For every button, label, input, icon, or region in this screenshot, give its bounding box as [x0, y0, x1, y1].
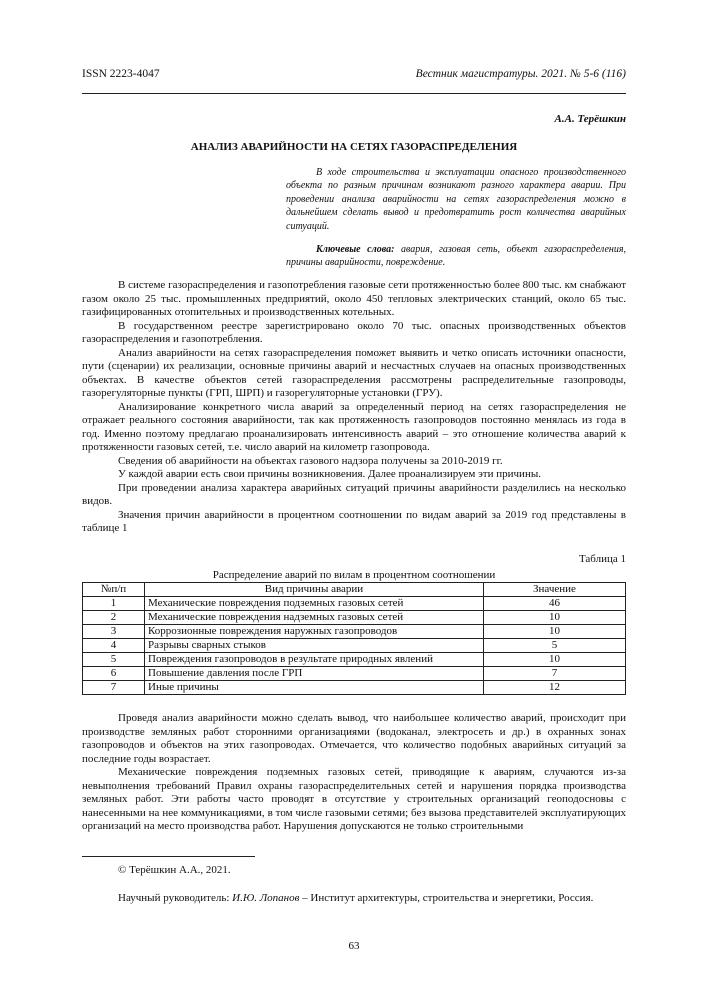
paragraph: В государственном реестре зарегистрировано около 70 тыс. опасных производственных объектов газораспределения и газопотребления.: [82, 319, 626, 345]
table-cell: 2: [83, 611, 145, 625]
table-cell: 10: [484, 625, 626, 639]
header-cell: Значение: [484, 583, 626, 597]
table-cell: Иные причины: [145, 681, 484, 695]
paragraph: При проведении анализа характера аварийных ситуаций причины аварийности разделились на несколько видов.: [82, 481, 626, 507]
paragraph: Значения причин аварийности в процентном соотношении по видам аварий за 2019 год представлены в таблице 1: [82, 508, 626, 534]
advisor-name: И.Ю. Лопанов: [232, 892, 300, 904]
table-cell: Повреждения газопроводов в результате природных явлений: [145, 653, 484, 667]
table-cell: 10: [484, 611, 626, 625]
table-cell: 1: [83, 597, 145, 611]
table-row: [83, 625, 626, 639]
abstract-text: В ходе строительства и эксплуатации опасного производственного объекта по разным причинам возникают разного характера аварии. При проведении анализа аварийности на сетях газораспределения можно в дальнейшем сделать вывод и предотвратить рост количества аварийных ситуаций.: [286, 167, 626, 232]
body-text-before-table: [82, 279, 626, 536]
table-cell: 5: [484, 639, 626, 653]
table-header-row: [83, 583, 626, 597]
paragraph: Механические повреждения подземных газовых сетей, приводящие к авариям, случаются из-за невыполнения требований Правил охраны газораспределительных сетей и нарушения порядка производства земляных работ. Эти работы часто проводят в отсутствие у строительных организаций геоподосновы с нанесенными на нее коммуникациями, в том числе газовыми сетями; без вызова представителей эксплуатирующих организаций на место производства работ. Нарушения допускаются не только строительными: [82, 766, 626, 832]
table-cell: Повышение давления после ГРП: [145, 667, 484, 681]
header-cell: №п/п: [83, 583, 145, 597]
issn: ISSN 2223-4047: [82, 68, 160, 80]
abstract: [286, 166, 626, 270]
header-cell: Вид причины аварии: [145, 583, 484, 597]
table-cell: 7: [83, 681, 145, 695]
advisor-label: Научный руководитель:: [118, 892, 230, 904]
table-cell: Механические повреждения надземных газовых сетей: [145, 611, 484, 625]
table-row: [83, 597, 626, 611]
article-title: АНАЛИЗ АВАРИЙНОСТИ НА СЕТЯХ ГАЗОРАСПРЕДЕЛЕНИЯ: [190, 141, 518, 153]
copyright-footnote: © Терёшкин А.А., 2021.: [118, 864, 231, 876]
advisor-affiliation: – Институт архитектуры, строительства и энергетики, Россия.: [302, 892, 594, 904]
table-cell: Механические повреждения подземных газовых сетей: [145, 597, 484, 611]
table-row: [83, 653, 626, 667]
keywords: [286, 243, 626, 270]
table-cell: Разрывы сварных стыков: [145, 639, 484, 653]
table-cell: 10: [484, 653, 626, 667]
table-title: Распределение аварий по вилам в процентном соотношении: [212, 569, 496, 581]
paragraph: В системе газораспределения и газопотребления газовые сети протяженностью более 800 тыс. км снабжают газом около 25 тыс. промышленных предприятий, около 450 тепловых электрических станций, около 65 тыс. газифицированных отопительных и производственных котельных.: [82, 279, 626, 318]
page-number: 63: [348, 940, 360, 952]
keywords-list: авария, газовая сеть, объект газораспределения, причины аварийности, повреждение.: [286, 244, 626, 269]
footnote-rule: [82, 856, 255, 857]
paragraph: У каждой аварии есть свои причины возникновения. Далее проанализируем эти причины.: [118, 468, 541, 480]
table-cell: 6: [83, 667, 145, 681]
header-rule: [82, 93, 626, 94]
table-cell: 7: [484, 667, 626, 681]
table-cell: Коррозионные повреждения наружных газопроводов: [145, 625, 484, 639]
advisor-footnote: [82, 891, 626, 905]
journal-citation: Вестник магистратуры. 2021. № 5-6 (116): [415, 68, 626, 80]
table-caption: Таблица 1: [578, 553, 626, 565]
table-row: [83, 667, 626, 681]
paragraph: Анализ аварийности на сетях газораспределения поможет выявить и четко описать источники опасности, пути (сценарии) их реализации, основные причины аварий и несчастных случаев на опасных производственных объектах. В качестве объектов сетей газораспределения рассмотрены распределительные газопроводы, газорегуляторные пункты (ГРП, ШРП) и газорегуляторные установки (ГРУ).: [82, 346, 626, 399]
author: А.А. Терёшкин: [554, 113, 626, 125]
table-cell: 3: [83, 625, 145, 639]
table-cell: 46: [484, 597, 626, 611]
keywords-label: Ключевые слова:: [316, 244, 395, 256]
paragraph: Проведя анализ аварийности можно сделать вывод, что наибольшее количество аварий, происходит при производстве земляных работ сторонними организациями (водоканал, электросеть и др.) в охранных зонах газопроводов и объектов на этих газопроводах. Отмечается, что количество подобных аварийных ситуаций за последние годы возрастает.: [82, 712, 626, 765]
body-text-after-table: [82, 712, 626, 834]
table-row: [83, 681, 626, 695]
table-row: [83, 639, 626, 653]
table-cell: 4: [83, 639, 145, 653]
table-cell: 12: [484, 681, 626, 695]
paragraph: Сведения об аварийности на объектах газового надзора получены за 2010-2019 гг.: [118, 454, 503, 467]
table-row: [83, 611, 626, 625]
paragraph: Анализирование конкретного числа аварий за определенный период на сетях газораспределения не отражает реального состояния аварийности, так как протяженность газопроводов постоянно менялась из года в год. Именно поэтому предлагаю проанализировать интенсивность аварий – это отношение количества аварий к протяженности газовых сетей, т.е. число аварий на километр газопровода.: [82, 400, 626, 453]
table-cell: 5: [83, 653, 145, 667]
accident-causes-table: [82, 582, 626, 695]
